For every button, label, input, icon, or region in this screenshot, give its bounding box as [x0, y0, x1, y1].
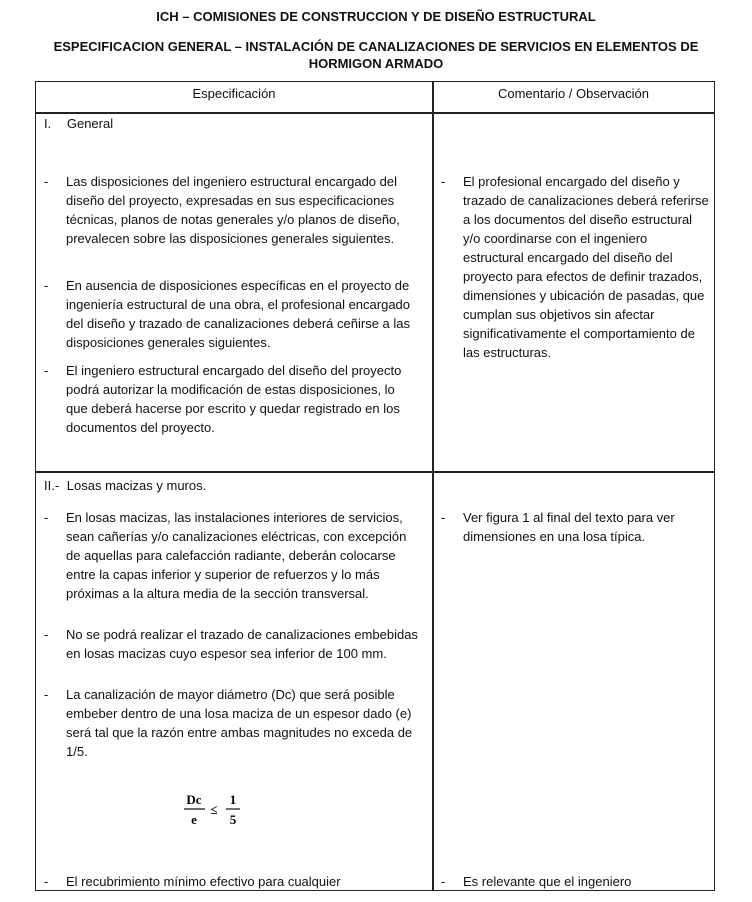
section-divider [36, 471, 714, 473]
ratio-formula [181, 787, 251, 835]
spec-item: - En losas macizas, las instalaciones interiores de servicios, sean cañerías y/o canalizaciones eléctricas, con excepción de aquellas para calefacción radiante, deberán colocarse entre la capas inferior y superior de refuerzos y lo más próximas a la altura media de la sección transversal. [44, 510, 407, 601]
spec-item: - El ingeniero estructural encargado del diseño del proyecto podrá autorizar la modificación de estas disposiciones, lo que deberá hacerse por escrito y quedar registrado en los documentos del proyecto. [44, 363, 402, 435]
formula-rhs-denominator: 5 [229, 812, 237, 827]
spec-item: - Las disposiciones del ingeniero estructural encargado del diseño del proyecto, expresadas en sus especificaciones técnicas, planos de notas generales y/o planos de diseño, prevalecen sobre las disposiciones generales siguientes. [44, 174, 400, 246]
section-title: General [66, 116, 114, 131]
section-number: I. [44, 116, 52, 131]
section-heading-general [44, 116, 113, 131]
document-subtitle: ESPECIFICACION GENERAL – INSTALACIÓN DE CANALIZACIONES DE SERVICIOS EN ELEMENTOS DE HORMIGON ARMADO [53, 39, 699, 71]
formula-numerator: Dc [186, 792, 202, 807]
column-divider [432, 82, 434, 890]
section-number: II.- [44, 478, 60, 493]
section-heading-losas [44, 478, 206, 493]
spec-item: - En ausencia de disposiciones específicas en el proyecto de ingeniería estructural de una obra, el profesional encargado del diseño y trazado de canalizaciones deberá ceñirse a las disposiciones generales siguientes. [44, 278, 411, 350]
column-header-comment: Comentario / Observación [497, 86, 649, 101]
formula-denominator: e [191, 812, 197, 827]
spec-item: - No se podrá realizar el trazado de canalizaciones embebidas en losas macizas cuyo espesor sea inferior de 100 mm. [44, 627, 418, 661]
spec-item: - El recubrimiento mínimo efectivo para cualquier [44, 874, 341, 889]
spec-table [35, 81, 715, 891]
document-title: ICH – COMISIONES DE CONSTRUCCION Y DE DISEÑO ESTRUCTURAL [156, 9, 596, 24]
column-header-specification: Especificación [192, 86, 276, 101]
spec-item: - La canalización de mayor diámetro (Dc) que será posible embeber dentro de una losa maciza de un espesor dado (e) será tal que la razón entre ambas magnitudes no exceda de 1/5. [44, 687, 413, 759]
formula-operator: ≤ [210, 802, 218, 817]
header-divider [36, 112, 714, 114]
comment-item: - Es relevante que el ingeniero [441, 874, 632, 889]
section-title: Losas macizas y muros. [66, 478, 207, 493]
comment-item: - Ver figura 1 al final del texto para ver dimensiones en una losa típica. [441, 510, 675, 544]
formula-rhs-numerator: 1 [229, 792, 237, 807]
comment-item: - El profesional encargado del diseño y trazado de canalizaciones deberá referirse a los documentos del diseño estructural y/o coordinarse con el ingeniero estructural encargado del diseño del proyecto para efectos de definir trazados, dimensiones y ubicación de pasadas, que cumplan sus objetivos sin afectar significativamente el comportamiento de las estructuras. [441, 174, 709, 360]
